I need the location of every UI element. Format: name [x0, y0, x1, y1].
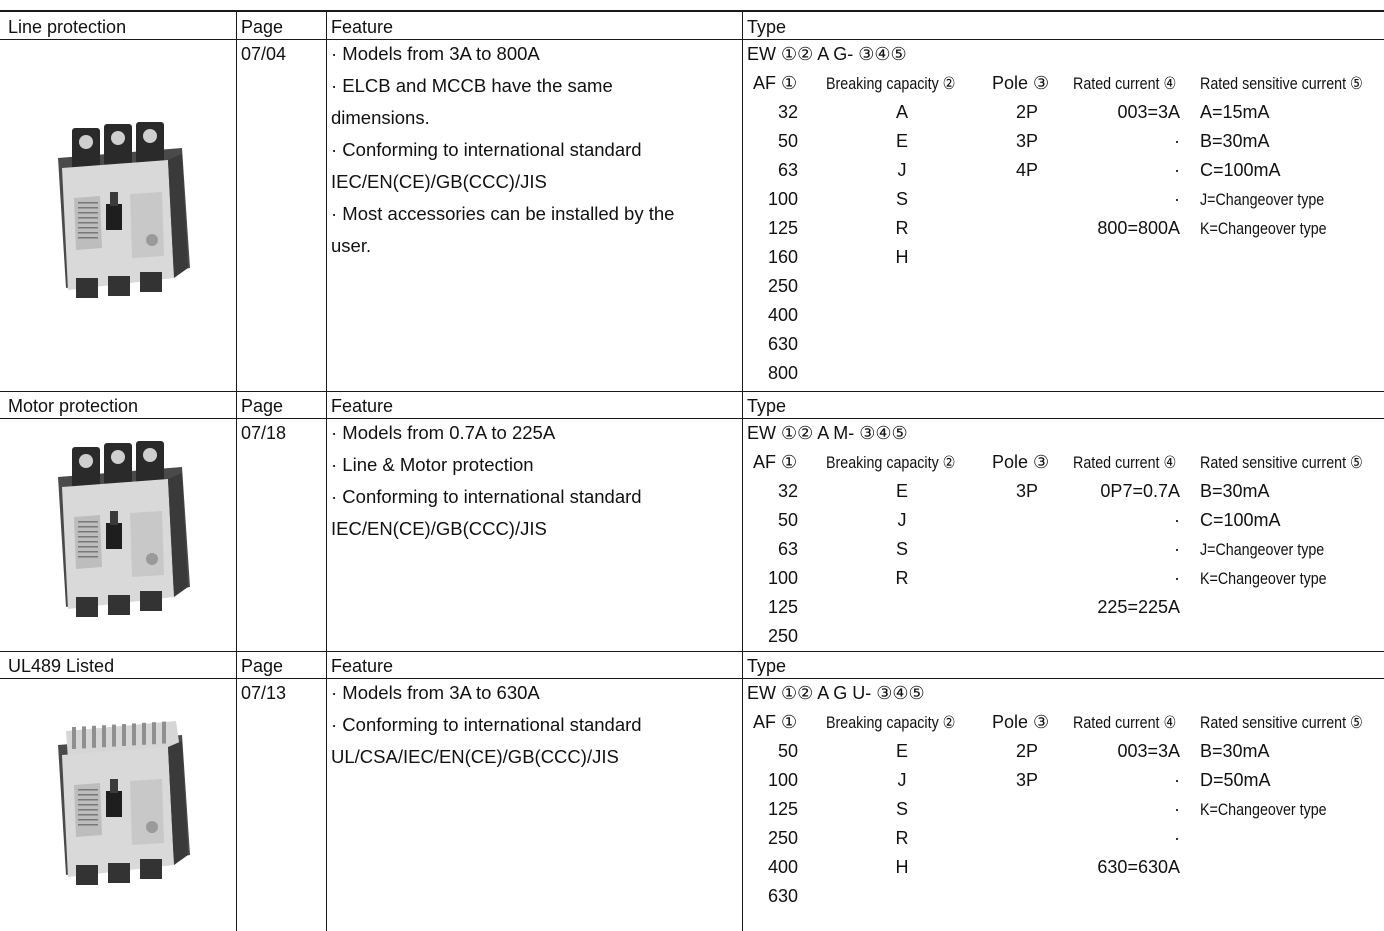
rated-sensitive-value-text: K=Changeover type — [1200, 569, 1327, 588]
rated-sensitive-header — [1200, 71, 1384, 96]
rated-sensitive-header — [1200, 450, 1384, 475]
top-rule — [0, 10, 1384, 12]
pole-value: 3P — [1015, 770, 1039, 790]
rated-current-value: · — [1174, 799, 1180, 819]
rated-sensitive-value: B=30mA — [1200, 481, 1270, 501]
section-title: Motor protection — [8, 396, 139, 416]
breaking-capacity-value: E — [895, 741, 908, 761]
af-value: 160 — [767, 247, 798, 267]
type-header: Type — [747, 396, 787, 416]
rated-sensitive-header-text: Rated sensitive current ⑤ — [1200, 713, 1363, 732]
pole-value: 2P — [1015, 102, 1039, 122]
rated-current-value: 003=3A — [1117, 102, 1180, 122]
rated-sensitive-value: B=30mA — [1200, 741, 1270, 761]
rated-sensitive-value-text: J=Changeover type — [1200, 190, 1325, 209]
af-value: 800 — [767, 363, 798, 383]
pole-value: 3P — [1015, 131, 1039, 151]
pole-header: Pole ③ — [992, 73, 1050, 93]
column-divider — [236, 12, 237, 931]
rated-sensitive-value — [1200, 797, 1351, 822]
breaking-capacity-value: H — [895, 857, 909, 877]
rated-sensitive-value-text: J=Changeover type — [1200, 540, 1325, 559]
row-divider — [0, 678, 1384, 679]
breaking-capacity-value: E — [895, 131, 908, 151]
feature-header: Feature — [331, 17, 394, 37]
section-divider — [0, 391, 1384, 392]
row-divider — [0, 418, 1384, 419]
feature-line: · Conforming to international standard — [331, 714, 642, 735]
af-value: 400 — [767, 305, 798, 325]
rated-current-header — [1073, 450, 1196, 475]
af-value: 125 — [767, 597, 798, 617]
pole-value: 2P — [1015, 741, 1039, 761]
rated-sensitive-value — [1200, 187, 1348, 212]
breaking-capacity-value: S — [895, 539, 908, 559]
af-value: 250 — [767, 276, 798, 296]
breaking-capacity-value: A — [895, 102, 908, 122]
feature-line: · Most accessories can be installed by the — [331, 203, 675, 224]
rated-current-header — [1073, 71, 1196, 96]
af-value: 630 — [767, 886, 798, 906]
feature-line: UL/CSA/IEC/EN(CE)/GB(CCC)/JIS — [331, 746, 619, 767]
rated-current-header-text: Rated current ④ — [1073, 713, 1177, 732]
pole-value: 3P — [1015, 481, 1039, 501]
af-value: 630 — [767, 334, 798, 354]
breaking-capacity-header — [826, 71, 980, 96]
rated-current-value: 225=225A — [1097, 597, 1180, 617]
breaker-image — [40, 118, 200, 308]
rated-current-value: · — [1174, 189, 1180, 209]
rated-sensitive-header — [1200, 710, 1384, 735]
breaking-capacity-value: E — [895, 481, 908, 501]
feature-line: · Conforming to international standard — [331, 486, 642, 507]
breaking-capacity-header-text: Breaking capacity ② — [826, 74, 956, 93]
rated-sensitive-value: A=15mA — [1200, 102, 1270, 122]
feature-line: · ELCB and MCCB have the same — [331, 75, 613, 96]
af-header: AF ① — [753, 452, 798, 472]
af-header: AF ① — [753, 73, 798, 93]
type-code: EW ①② A G- ③④⑤ — [747, 44, 907, 64]
rated-sensitive-header-text: Rated sensitive current ⑤ — [1200, 453, 1363, 472]
feature-line: · Line & Motor protection — [331, 454, 534, 475]
af-value: 63 — [777, 539, 798, 559]
rated-sensitive-value-text: K=Changeover type — [1200, 800, 1327, 819]
page-header: Page — [241, 396, 284, 416]
af-value: 100 — [767, 189, 798, 209]
af-value: 125 — [767, 218, 798, 238]
pole-header: Pole ③ — [992, 452, 1050, 472]
breaking-capacity-value: J — [897, 770, 907, 790]
breaking-capacity-header — [826, 710, 980, 735]
page-header: Page — [241, 17, 284, 37]
af-header: AF ① — [753, 712, 798, 732]
type-header: Type — [747, 17, 787, 37]
rated-current-value: · — [1174, 131, 1180, 151]
rated-sensitive-value: C=100mA — [1200, 160, 1281, 180]
breaking-capacity-header-text: Breaking capacity ② — [826, 713, 956, 732]
breaking-capacity-value: R — [895, 828, 909, 848]
breaking-capacity-value: S — [895, 189, 908, 209]
rated-sensitive-header-text: Rated sensitive current ⑤ — [1200, 74, 1363, 93]
type-code: EW ①② A G U- ③④⑤ — [747, 683, 925, 703]
page-header: Page — [241, 656, 284, 676]
rated-current-value: · — [1174, 828, 1180, 848]
ul-breaker-image — [40, 705, 200, 895]
rated-current-value: 630=630A — [1097, 857, 1180, 877]
rated-current-value: · — [1174, 510, 1180, 530]
breaking-capacity-value: S — [895, 799, 908, 819]
rated-current-value: 800=800A — [1097, 218, 1180, 238]
af-value: 50 — [777, 741, 798, 761]
rated-current-header-text: Rated current ④ — [1073, 453, 1177, 472]
rated-sensitive-value — [1200, 566, 1351, 591]
feature-line: user. — [331, 235, 372, 256]
rated-current-value: · — [1174, 770, 1180, 790]
rated-sensitive-value: C=100mA — [1200, 510, 1281, 530]
af-value: 400 — [767, 857, 798, 877]
breaking-capacity-value: R — [895, 218, 909, 238]
af-value: 50 — [777, 131, 798, 151]
breaking-capacity-header-text: Breaking capacity ② — [826, 453, 956, 472]
rated-current-header — [1073, 710, 1196, 735]
rated-sensitive-value — [1200, 537, 1348, 562]
af-value: 250 — [767, 828, 798, 848]
rated-current-value: 0P7=0.7A — [1100, 481, 1180, 501]
breaking-capacity-value: J — [897, 160, 907, 180]
column-divider — [326, 12, 327, 931]
section-divider — [0, 651, 1384, 652]
breaking-capacity-value: R — [895, 568, 909, 588]
af-value: 125 — [767, 799, 798, 819]
feature-line: · Models from 3A to 800A — [331, 43, 540, 64]
page-number: 07/04 — [241, 44, 287, 64]
feature-line: · Models from 3A to 630A — [331, 682, 540, 703]
af-value: 63 — [777, 160, 798, 180]
rated-sensitive-value: D=50mA — [1200, 770, 1271, 790]
type-code: EW ①② A M- ③④⑤ — [747, 423, 908, 443]
breaking-capacity-header — [826, 450, 980, 475]
feature-line: · Models from 0.7A to 225A — [331, 422, 556, 443]
af-value: 32 — [777, 102, 798, 122]
af-value: 100 — [767, 568, 798, 588]
rated-sensitive-value — [1200, 216, 1351, 241]
page-number: 07/18 — [241, 423, 287, 443]
af-value: 50 — [777, 510, 798, 530]
row-divider — [0, 39, 1384, 40]
section-title: UL489 Listed — [8, 656, 115, 676]
feature-line: IEC/EN(CE)/GB(CCC)/JIS — [331, 518, 547, 539]
rated-current-value: · — [1174, 539, 1180, 559]
type-header: Type — [747, 656, 787, 676]
breaking-capacity-value: H — [895, 247, 909, 267]
rated-sensitive-value: B=30mA — [1200, 131, 1270, 151]
feature-header: Feature — [331, 396, 394, 416]
pole-header: Pole ③ — [992, 712, 1050, 732]
page-number: 07/13 — [241, 683, 287, 703]
breaker-image — [40, 437, 200, 627]
rated-sensitive-value-text: K=Changeover type — [1200, 219, 1327, 238]
af-value: 250 — [767, 626, 798, 646]
rated-current-header-text: Rated current ④ — [1073, 74, 1177, 93]
af-value: 100 — [767, 770, 798, 790]
pole-value: 4P — [1015, 160, 1039, 180]
feature-line: IEC/EN(CE)/GB(CCC)/JIS — [331, 171, 547, 192]
rated-current-value: · — [1174, 568, 1180, 588]
af-value: 32 — [777, 481, 798, 501]
rated-current-value: 003=3A — [1117, 741, 1180, 761]
feature-line: dimensions. — [331, 107, 430, 128]
feature-header: Feature — [331, 656, 394, 676]
section-title: Line protection — [8, 17, 127, 37]
rated-current-value: · — [1174, 160, 1180, 180]
feature-line: · Conforming to international standard — [331, 139, 642, 160]
breaking-capacity-value: J — [897, 510, 907, 530]
